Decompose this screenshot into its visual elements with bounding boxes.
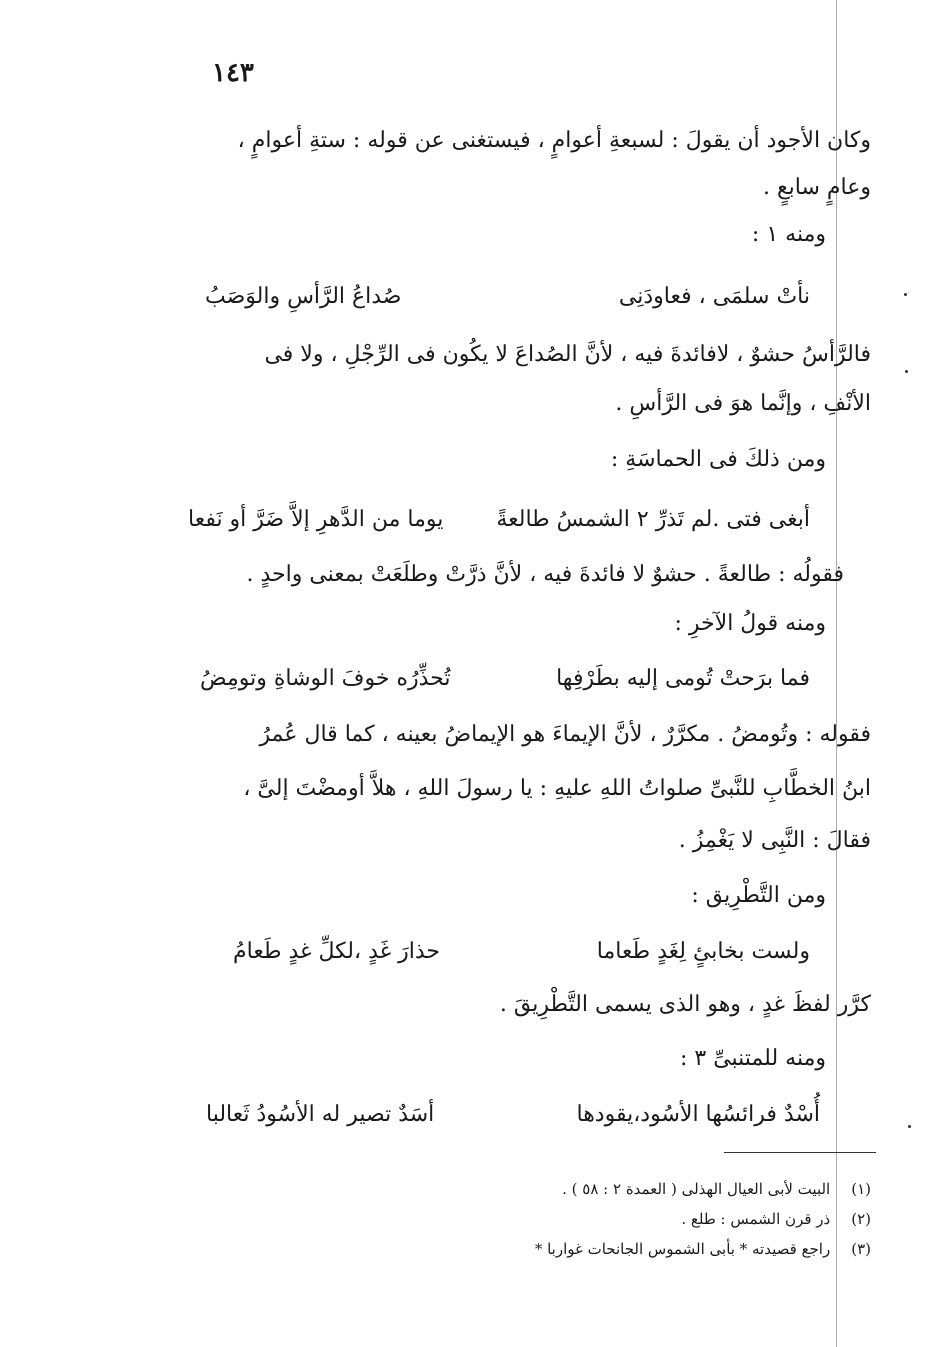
text-line-11: فقالَ : النَّبِى لا يَغْمِزُ . [678,828,871,853]
text-line-14: ومنه للمتنبىِّ ٣ : [679,1046,826,1071]
text-line-7: فقولُه : طالعةً . حشوٌ لا فائدةَ فيه ، لأنَّ ذرَّتْ وطلَعَتْ بمعنى واحدٍ . [246,562,844,587]
footnote-1-number: (١) [851,1180,871,1198]
verse-2-second-hemistich: يوما من الدَّهرِ إلاَّ ضَرَّ أو نَفعا [188,507,444,532]
footnote-2 [681,1208,871,1230]
text-line-2: وعامٍ سابعٍ . [762,175,871,200]
text-line-1: وكان الأجود أن يقولَ : لسبعةِ أعوامٍ ، فيستغنى عن قوله : ستةِ أعوامٍ ، [237,128,871,153]
scan-speck [905,370,908,373]
text-line-5: الأنْفِ ، وإنَّما هوَ فى الرَّأسِ . [615,391,871,416]
footnote-1-text: البيت لأبى العيال الهذلى ( العمدة ٢ : ٥٨ ) . [562,1180,831,1198]
footnote-3-number: (٣) [851,1240,871,1258]
footnote-separator [724,1152,876,1153]
verse-4-second-hemistich: حذارَ غَدٍ ،لكلِّ غدٍ طَعامُ [233,939,441,964]
verse-5-first-hemistich: أُسْدٌ فرائسُها الأسُود،يقودها [576,1102,820,1127]
text-line-9: فقوله : وتُومضُ . مكرَّرٌ ، لأنَّ الإيماءَ هو الإيماضُ بعينه ، كما قال عُمرُ [259,722,871,747]
footnote-2-text: ذر قرن الشمس : طلع . [681,1210,831,1228]
page-number: ١٤٣ [212,58,254,88]
text-line-12: ومن التَّطْرِيق : [691,883,826,908]
text-line-13: كرَّر لفظَ غدٍ ، وهو الذى يسمى التَّطْرِيقَ . [499,992,871,1017]
scan-speck [904,293,907,296]
footnote-3 [535,1238,871,1260]
text-line-6: ومن ذلكَ فى الحماسَةِ : [610,447,826,472]
verse-2-first-hemistich: أبغى فتى .لم تَذرِّ ٢ الشمسُ طالعةً [496,507,810,532]
verse-1-first-hemistich: نأتْ سلمَى ، فعاودَنِى [618,284,810,309]
text-line-3: ومنه ١ : [751,222,826,247]
verse-5 [206,1100,820,1130]
verse-1-second-hemistich: صُداعُ الرَّأسِ والوَصَبُ [205,284,402,309]
verse-3-second-hemistich: تُحذِّرُه خوفَ الوشاةِ وتومِضُ [200,666,451,691]
verse-1 [205,282,810,312]
verse-5-second-hemistich: أسَدٌ تصير له الأسُودُ ثَعالبا [206,1102,435,1127]
text-line-10: ابنُ الخطَّابِ للنَّبىِّ صلواتُ اللهِ عليهِ : يا رسولَ اللهِ ، هلاَّ أومضْتَ إلىَّ ، [243,776,871,801]
verse-4 [233,937,810,967]
footnote-3-text: راجع قصيدته * بأبى الشموس الجانحات غواربا * [534,1240,831,1258]
scan-speck [908,1125,911,1128]
text-line-4: فالرَّأسُ حشوٌ ، لافائدةَ فيه ، لأنَّ الصُداعَ لا يكُون فى الرِّجْلِ ، ولا فى [264,342,871,367]
verse-3 [200,664,810,694]
text-line-8: ومنه قولُ الآخرِ : [674,611,826,636]
verse-4-first-hemistich: ولست بخابئٍ لِغَدٍ طَعاما [596,939,810,964]
footnote-2-number: (٢) [851,1210,871,1228]
verse-3-first-hemistich: فما برَحتْ تُومى إليه بطَرْفِها [556,666,810,691]
footnote-1 [562,1178,871,1200]
verse-2 [188,505,810,535]
